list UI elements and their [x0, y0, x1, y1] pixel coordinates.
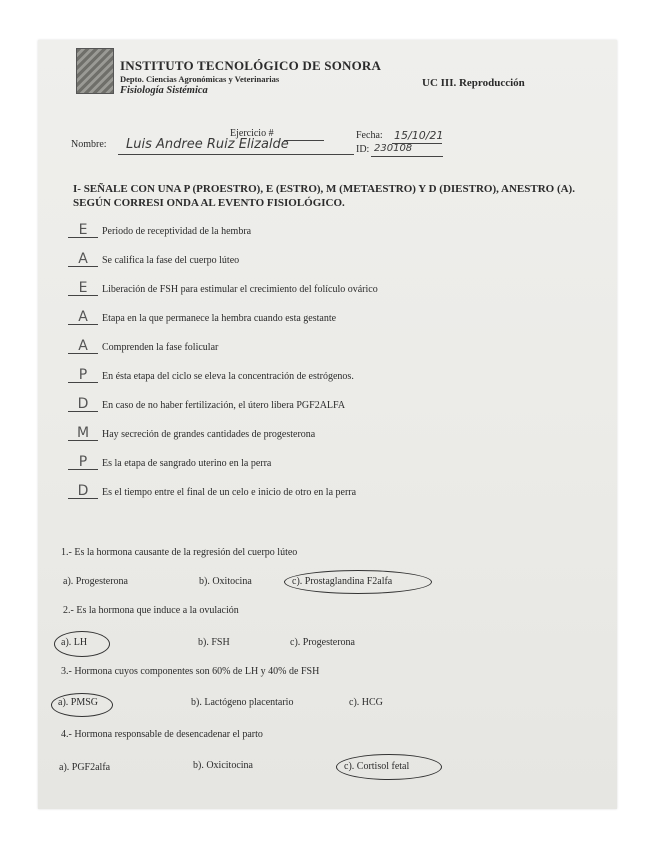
name-value: Luis Andree Ruiz Elizalde: [126, 137, 289, 152]
list-item: [68, 368, 354, 388]
name-label: Nombre:: [71, 139, 107, 150]
department-name: Depto. Ciencias Agronómicas y Veterinarias: [120, 74, 280, 84]
question-2: 2.- Es la hormona que induce a la ovulación: [63, 605, 239, 616]
unit-label: UC III. Reproducción: [422, 77, 525, 89]
list-item: [68, 484, 356, 504]
answer-blank: M: [68, 426, 98, 441]
q3-option-b: b). Lactógeno placentario: [191, 697, 294, 708]
item-text: Liberación de FSH para estimular el crecimiento del folículo ovárico: [102, 284, 378, 295]
item-text: Etapa en la que permanece la hembra cuando esta gestante: [102, 313, 337, 324]
q3-answer-circle: [51, 693, 113, 717]
list-item: [68, 397, 345, 417]
q1-option-a: a). Progesterona: [63, 576, 128, 587]
id-value: 230108: [374, 143, 413, 154]
item-text: Es la etapa de sangrado uterino en la perra: [102, 458, 272, 469]
q2-option-b: b). FSH: [198, 637, 230, 648]
question-3: 3.- Hormona cuyos componentes son 60% de LH y 40% de FSH: [61, 666, 320, 677]
list-item: [68, 252, 239, 272]
answer-blank: D: [68, 397, 98, 412]
exercise-label: Ejercicio #: [230, 128, 274, 139]
answer-blank: P: [68, 368, 98, 383]
q4-option-c: c). Cortisol fetal: [344, 761, 410, 772]
q1-answer-circle: [284, 570, 432, 594]
item-text: Se califica la fase del cuerpo lúteo: [102, 255, 240, 266]
institution-name: INSTITUTO TECNOLÓGICO DE SONORA: [120, 58, 382, 73]
answer-blank: P: [68, 455, 98, 470]
list-item: [68, 310, 336, 330]
answer-blank: A: [68, 252, 98, 267]
answer-blank: E: [68, 223, 98, 238]
question-1: 1.- Es la hormona causante de la regresión del cuerpo lúteo: [61, 547, 298, 558]
q1-option-b: b). Oxitocina: [199, 576, 252, 587]
list-item: [68, 281, 378, 301]
id-label: ID:: [356, 144, 370, 155]
q3-option-c: c). HCG: [349, 697, 383, 708]
answer-blank: E: [68, 281, 98, 296]
list-item: [68, 339, 218, 359]
institution-logo: [76, 48, 114, 94]
q4-option-a: a). PGF2alfa: [59, 762, 111, 773]
answer-blank: D: [68, 484, 98, 499]
q2-option-c: c). Progesterona: [290, 637, 355, 648]
date-value: 15/10/21: [394, 129, 444, 142]
answer-blank: A: [68, 310, 98, 325]
name-line: [118, 154, 354, 155]
q2-answer-circle: [54, 631, 110, 657]
item-text: Comprenden la fase folicular: [102, 342, 219, 353]
answer-blank: A: [68, 339, 98, 354]
q4-answer-circle: [336, 754, 442, 780]
id-line: [371, 156, 443, 157]
item-text: Hay secreción de grandes cantidades de progesterona: [102, 429, 316, 440]
item-text: En caso de no haber fertilización, el útero libera PGF2ALFA: [102, 400, 346, 411]
question-4: 4.- Hormona responsable de desencadenar el parto: [61, 729, 263, 740]
date-label: Fecha:: [356, 130, 383, 141]
q3-option-a: a). PMSG: [58, 697, 99, 708]
item-text: En ésta etapa del ciclo se eleva la concentración de estrógenos.: [102, 371, 354, 382]
section-title: I- SEÑALE CON UNA P (PROESTRO), E (ESTRO), M (METAESTRO) Y D (DIESTRO), ANESTRO (A). SEGÚN CORRESI ONDA AL EVENTO FISIOLÓGICO.: [73, 183, 575, 209]
subject-name: Fisiología Sistémica: [120, 85, 208, 96]
list-item: [68, 455, 271, 475]
q1-option-c: c). Prostaglandina F2alfa: [292, 576, 393, 587]
list-item: [68, 426, 315, 446]
list-item: [68, 223, 251, 243]
exercise-line: [284, 140, 324, 141]
q2-option-a: a). LH: [61, 637, 88, 648]
q4-option-b: b). Oxicitocina: [193, 760, 253, 771]
item-text: Periodo de receptividad de la hembra: [102, 226, 252, 237]
exam-sheet: [38, 40, 617, 809]
item-text: Es el tiempo entre el final de un celo e inicio de otro en la perra: [102, 487, 357, 498]
